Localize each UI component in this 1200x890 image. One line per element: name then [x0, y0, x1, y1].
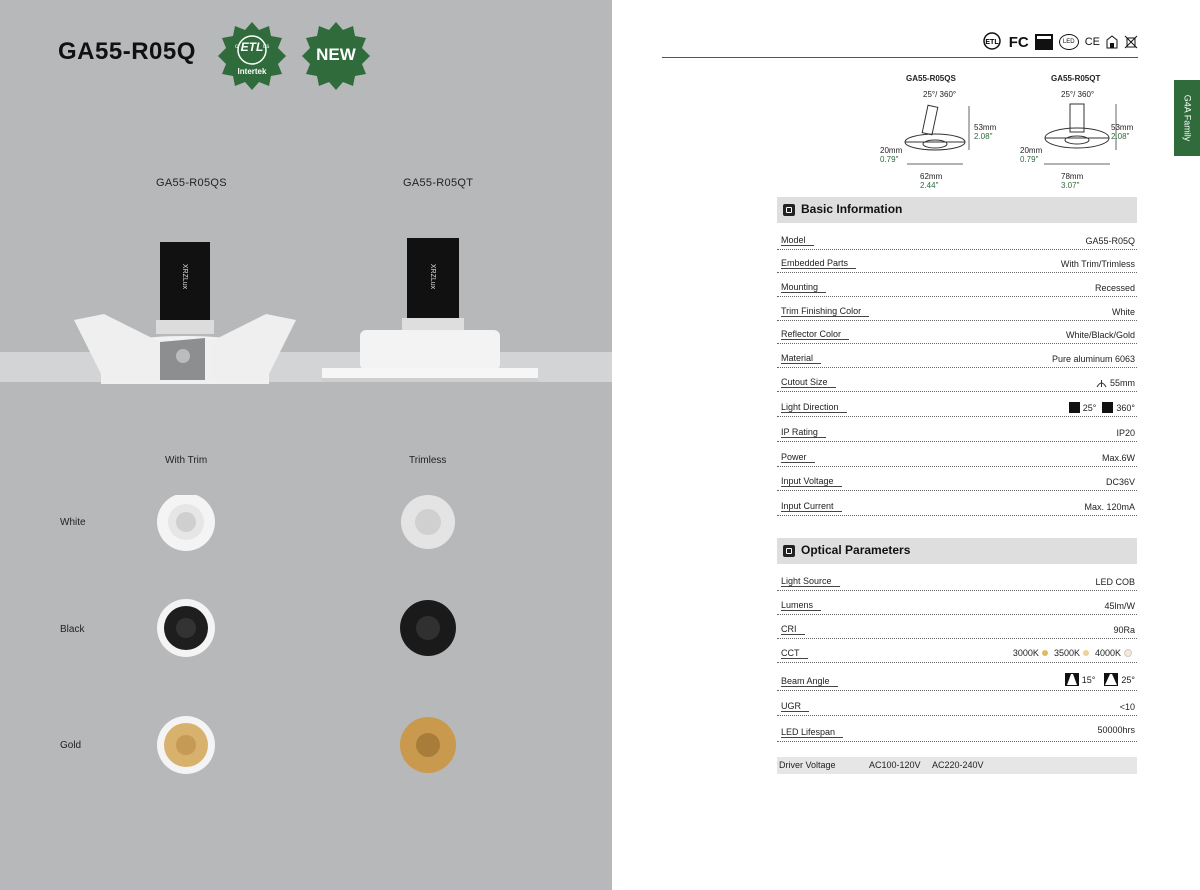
driver-voltage-row: Driver Voltage AC100-120V AC220-240V	[777, 757, 1137, 774]
etl-c-mark: c	[235, 44, 238, 50]
etl-intertek-badge	[216, 20, 288, 92]
diagram-height-qs: 53mm 2.08"	[974, 123, 997, 141]
finish-white-label: White	[60, 517, 86, 528]
brand-label-qs: XRZLux	[181, 263, 189, 290]
spec-row-cct: CCT 3000K 3500K 4000K	[777, 641, 1137, 663]
spec-row-cutout-size: Cutout Size 55mm	[777, 371, 1137, 392]
spec-row-mounting: Mounting Recessed	[777, 276, 1137, 297]
diagram-qs	[897, 98, 977, 170]
beam-15-icon	[1065, 673, 1079, 686]
product-label-qt: GA55-R05QT	[403, 177, 474, 189]
spec-row-input-voltage: Input Voltage DC36V	[777, 470, 1137, 491]
cert-icons	[981, 30, 1138, 54]
etl-us-mark: us	[263, 44, 270, 50]
header-divider	[662, 57, 1138, 58]
finish-black-label: Black	[60, 624, 85, 635]
weee-icon	[1124, 35, 1138, 49]
side-tab: G4A Family	[1174, 80, 1200, 156]
product-label-qs: GA55-R05QS	[156, 177, 227, 189]
etl-icon	[981, 31, 1003, 53]
info-icon	[783, 204, 795, 216]
diagram-qt	[1040, 98, 1120, 170]
beam-25-icon	[1104, 673, 1118, 686]
spec-row-trim-color: Trim Finishing Color White	[777, 300, 1137, 321]
spec-row-input-current: Input Current Max. 120mA	[777, 495, 1137, 516]
cct-3000-dot	[1042, 650, 1048, 656]
spec-row-cri: CRI 90Ra	[777, 618, 1137, 639]
new-badge	[300, 20, 372, 92]
diagram-title-qt: GA55-R05QT	[1051, 74, 1101, 83]
fc-icon: FC	[1008, 33, 1029, 51]
tilt-icon	[1069, 402, 1080, 413]
intertek-label: Intertek	[237, 67, 267, 76]
diagram-angle-qt: 25°/ 360°	[1061, 90, 1095, 99]
diagram-title-qs: GA55-R05QS	[906, 74, 956, 83]
spec-row-ip-rating: IP Rating IP20	[777, 421, 1137, 442]
etl-mark: ETL	[240, 40, 264, 54]
svg-text:ETL: ETL	[985, 39, 999, 46]
basic-info-header: Basic Information	[777, 197, 1137, 223]
spec-row-reflector-color: Reflector Color White/Black/Gold	[777, 323, 1137, 344]
spec-row-beam-angle: Beam Angle 15° 25°	[777, 668, 1137, 691]
indoor-icon	[1106, 35, 1118, 49]
new-label: NEW	[316, 45, 356, 64]
spec-row-led-lifespan: LED Lifespan 50000hrs	[777, 719, 1137, 742]
diagram-width-qs: 62mm 2.44"	[920, 172, 943, 190]
spec-row-embedded-parts: Embedded Parts With Trim/Trimless	[777, 252, 1137, 273]
rotate-icon	[1102, 402, 1113, 413]
column-with-trim: With Trim	[165, 455, 208, 466]
diagram-depth-qs: 20mm 0.79"	[880, 146, 903, 164]
brand-label-qt: XRZLux	[429, 263, 437, 290]
diagram-depth-qt: 20mm 0.79"	[1020, 146, 1043, 164]
optical-params-header: Optical Parameters	[777, 538, 1137, 564]
column-trimless: Trimless	[409, 455, 447, 466]
spec-row-material: Material Pure aluminum 6063	[777, 347, 1137, 368]
diagram-angle-qs: 25°/ 360°	[923, 90, 957, 99]
diagram-height-qt: 53mm 2.08"	[1111, 123, 1134, 141]
product-title: GA55-R05Q	[58, 38, 196, 65]
cct-3500-dot	[1083, 650, 1089, 656]
spec-row-ugr: UGR <10	[777, 695, 1137, 716]
ce-icon: CE	[1084, 36, 1100, 48]
spec-row-power: Power Max.6W	[777, 446, 1137, 467]
spec-row-model: Model GA55-R05Q	[777, 229, 1137, 250]
product-illustration	[0, 230, 612, 400]
dimmer-icon	[1035, 34, 1053, 50]
spec-row-lumens: Lumens 45lm/W	[777, 594, 1137, 615]
spec-panel	[612, 0, 1200, 890]
cutout-icon	[1096, 379, 1107, 388]
finish-gold-label: Gold	[60, 740, 82, 751]
led-icon: LED	[1059, 34, 1079, 50]
cct-4000-dot	[1124, 649, 1132, 657]
sun-icon	[783, 545, 795, 557]
diagram-width-qt: 78mm 3.07"	[1061, 172, 1084, 190]
finish-swatches	[150, 495, 480, 775]
spec-row-light-source: Light Source LED COB	[777, 570, 1137, 591]
spec-row-light-direction: Light Direction 25° 360°	[777, 396, 1137, 417]
